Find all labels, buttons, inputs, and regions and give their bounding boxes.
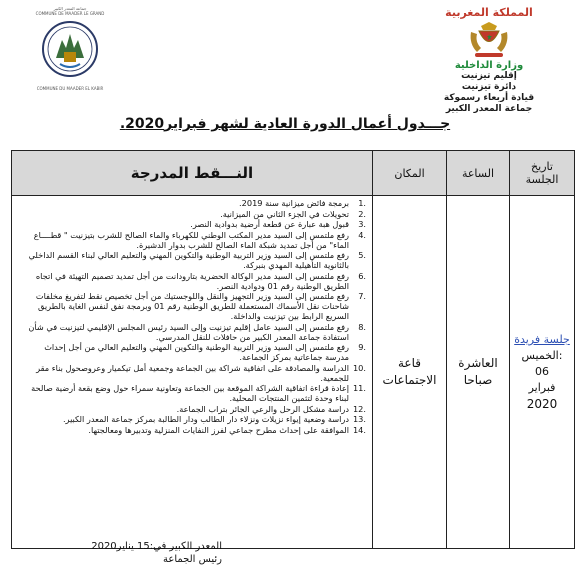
agenda-item-number: 6.	[358, 270, 366, 281]
list-item	[18, 198, 366, 208]
agenda-item-number: 5.	[358, 250, 366, 260]
agenda-items-cell	[12, 196, 373, 549]
table-header-row	[12, 151, 575, 196]
header-date-line1: تاريخ	[531, 160, 553, 173]
session-place-cell	[373, 196, 447, 549]
logo-line-fr: COMMUNE DE MAADER LE GRAND	[35, 11, 105, 16]
session-label: جلسة فريدة	[514, 333, 570, 346]
district-name: دائرة تيزنيت	[461, 82, 517, 92]
table-row	[12, 196, 575, 549]
header-time: الساعة	[447, 151, 510, 196]
agenda-item-number: 12.	[352, 403, 366, 414]
agenda-item-text: رفع ملتمس إلى السيد مدير المكتب الوطني للكهرباء والماء الصالح للشرب بتيزنيت " قطــــاع الماء" من أجل تمديد شبكة الماء الصالح للشرب بدوار الدشيرة.	[33, 229, 349, 250]
royal-emblem-icon	[467, 22, 511, 58]
time-line2: صباحا	[463, 373, 493, 387]
header-date	[510, 151, 575, 196]
agenda-item-text: برمجة فائض ميزانية سنة 2019.	[239, 198, 349, 208]
agenda-item-text: دراسة وضعية إيواء نزيلات ونزلاء دار الطالب ودار الطالبة بمركز جماعة المعدر الكبير.	[62, 414, 349, 424]
session-month: فبراير	[528, 381, 556, 394]
footer-place-date: المعدر الكبير في:15 يناير2020	[91, 541, 222, 552]
time-line1: العاشرة	[458, 356, 498, 370]
agenda-item-number: 1.	[358, 198, 366, 208]
agenda-item-number: 14.	[352, 424, 366, 435]
document-title: جـــدول أعمال الدورة العادية لشهر فبراير2020.	[119, 116, 451, 132]
agenda-item-number: 4.	[358, 229, 366, 240]
agenda-item-text: قبول هبة عبارة عن قطعة أرضية بدوادية النصر.	[190, 219, 349, 229]
logo-line-ar: جماعة المعدر الكبير	[53, 6, 87, 11]
agenda-item-number: 11.	[352, 383, 366, 393]
agenda-item-text: إعادة قراءة اتفاقية الشراكة الموقعة بين الجماعة وتعاونية سمراء حول وضع بقعة أرضية صالحة لبناء وحدة لتثمين المنتجات المحلية.	[31, 383, 349, 403]
list-item	[18, 363, 366, 383]
logo-line-bottom: COMMUNE DU MAADER EL KABIR	[36, 86, 104, 91]
document-footer	[72, 540, 222, 566]
list-item	[18, 250, 366, 270]
list-item	[18, 414, 366, 424]
header-place: المكان	[373, 151, 447, 196]
ministry-name: وزارة الداخلية	[454, 60, 524, 71]
agenda-item-number: 13.	[352, 414, 366, 424]
kingdom-name: المملكة المغربية	[445, 6, 533, 19]
footer-signer: رئيس الجماعة	[163, 554, 222, 565]
agenda-item-number: 2.	[358, 208, 366, 219]
list-item	[18, 271, 366, 291]
agenda-item-text: تحويلات في الجزء الثاني من الميزانية.	[220, 208, 349, 219]
agenda-items-list	[12, 196, 372, 435]
session-day-num: 06	[535, 365, 549, 378]
list-item	[18, 209, 366, 219]
agenda-item-number: 8.	[358, 321, 366, 332]
list-item	[18, 219, 366, 229]
place-line1: قاعة	[398, 356, 421, 370]
session-date-cell	[510, 196, 575, 549]
place-line2: الاجتماعات	[382, 373, 437, 387]
caidat-name: قيادة أربعاء رسموكة	[443, 93, 535, 103]
agenda-item-number: 7.	[358, 291, 366, 301]
agenda-item-text: رفع ملتمس إلى السيد وزير التربية الوطنية والتكوين المهني والتعليم العالي لبناء القسم الداخلي بالثانوية التأهيلية المهدي بنبركة.	[28, 250, 349, 270]
agenda-item-number: 9.	[358, 342, 366, 352]
agenda-item-text: دراسة مشكل الرحل والرعي الجائر بتراب الجماعة.	[176, 403, 349, 414]
list-item	[18, 383, 366, 403]
session-time-cell	[447, 196, 510, 549]
agenda-item-text: رفع ملتمس إلى السيد عامل إقليم تيزنيت وإلى السيد رئيس المجلس الإقليمي لتيزنيت في شأن استفادة جماعة المعدر الكبير من حافلات للنقل المدرسي.	[28, 321, 349, 342]
list-item	[18, 322, 366, 342]
commune-name: جماعة المعدر الكبير	[445, 104, 533, 114]
list-item	[18, 342, 366, 362]
ministry-header	[409, 6, 569, 115]
list-item	[18, 425, 366, 435]
commune-logo	[32, 6, 108, 90]
agenda-item-number: 10.	[352, 362, 366, 373]
list-item	[18, 230, 366, 250]
header-items: النـــقط المدرجة	[12, 151, 373, 196]
agenda-item-text: رفع ملتمس إلى السيد مدير الوكالة الحضرية بتارودانت من أجل تمديد تصميم التهيئة في اتجاه الطريق الوطنية رقم 01 ودوادية النصر.	[35, 270, 349, 291]
list-item	[18, 291, 366, 321]
session-day: :الخميس	[521, 349, 563, 362]
agenda-item-text: رفع ملتمس إلى السيد وزير التربية الوطنية والتكوين المهني والتعليم العالي من أجل إحداث مدرسة جماعاتية بمركز الجماعة.	[44, 342, 349, 362]
session-year: 2020	[526, 397, 558, 411]
agenda-item-text: الموافقة على إحداث مطرح جماعي لفرز النفايات المنزلية وتدبيرها ومعالجتها.	[88, 424, 349, 435]
header-date-line2: الجلسة	[525, 173, 559, 186]
agenda-item-text: الدراسة والمصادقة على اتفاقية شراكة بين الجماعة وجمعية أمل تيكميار وعروصحول بناء مقر للجمعية.	[36, 362, 349, 383]
agenda-item-number: 3.	[358, 219, 366, 229]
list-item	[18, 404, 366, 414]
agenda-table	[11, 150, 575, 549]
agenda-item-text: رفع ملتمس إلى السيد وزير التجهيز والنقل واللوجستيك من أجل تخصيص نقط لتفريغ مخلفات شاحنات نقل الأسماك المستعملة للطريق الوطنية رقم 01 وبرمجة نفق لنفس الغاية بالطريق السريع الرابط بين تيزنيت والداخلة.	[35, 291, 349, 321]
commune-emblem-icon	[40, 16, 100, 82]
province-name: إقليم تيزنيت	[461, 71, 517, 81]
